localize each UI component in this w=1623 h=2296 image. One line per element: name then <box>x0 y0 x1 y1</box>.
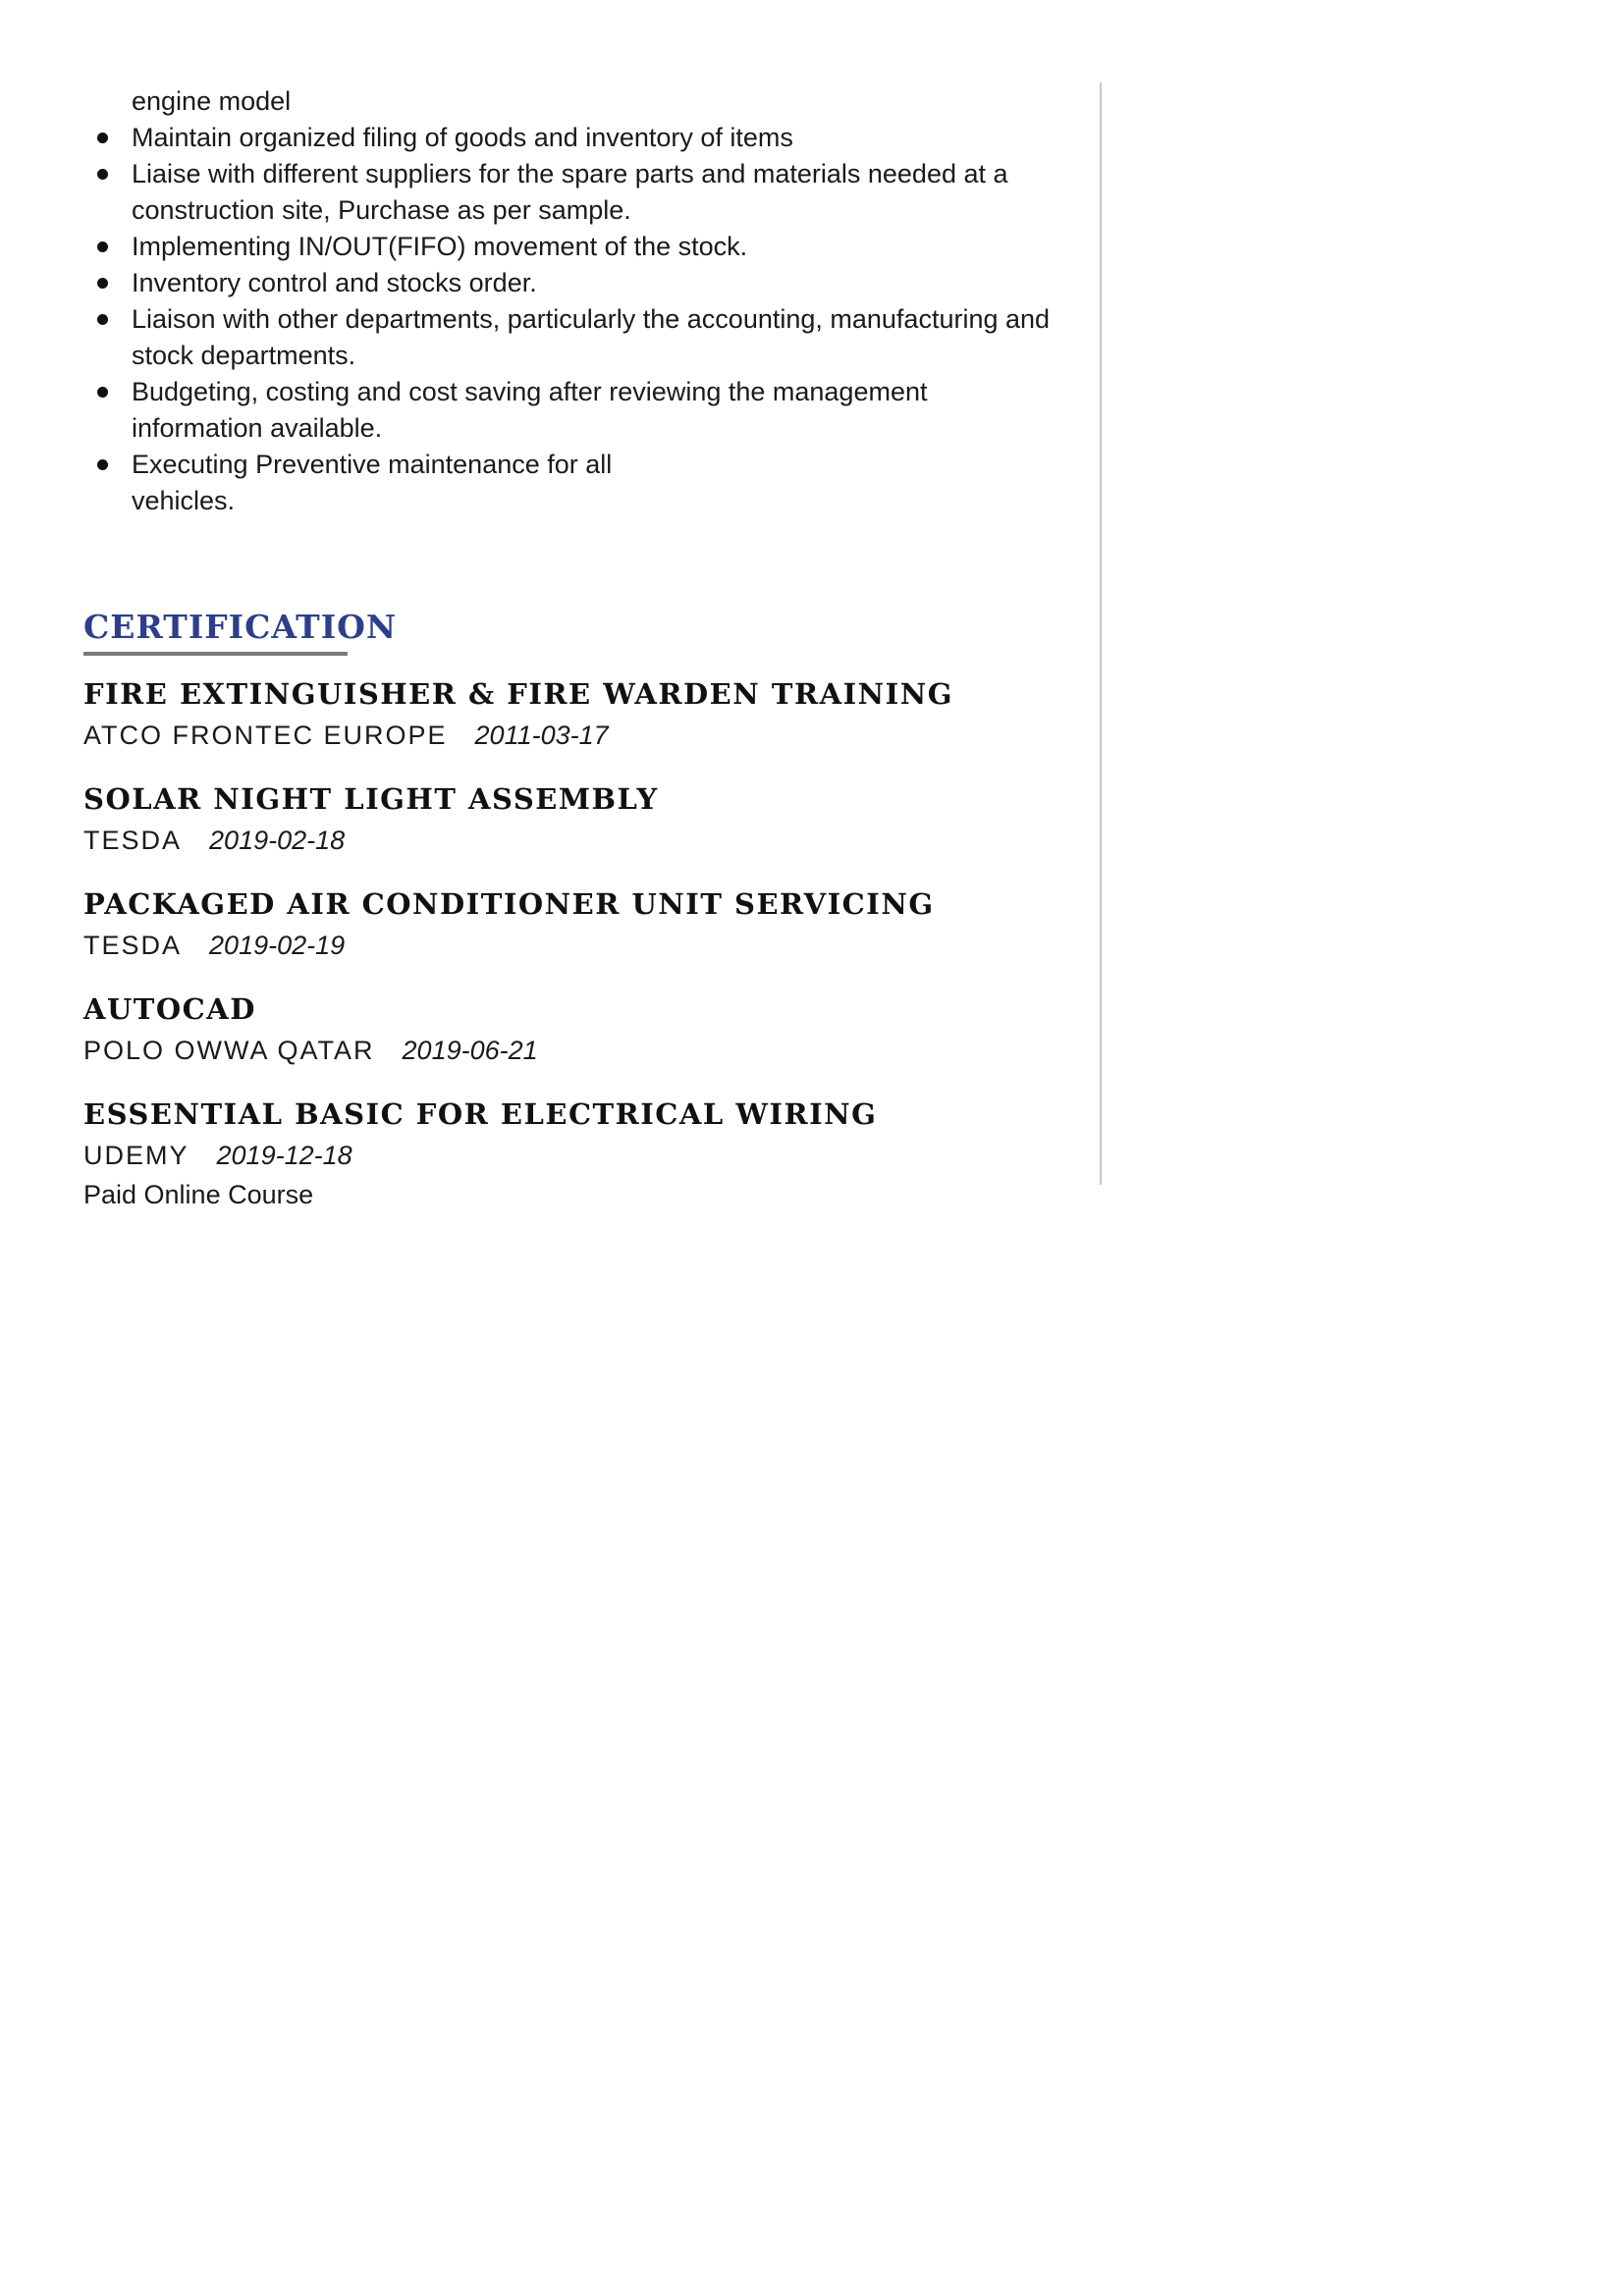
certification-meta <box>83 925 1065 966</box>
certification-meta <box>83 1135 1065 1176</box>
experience-continuation-line: engine model <box>132 86 292 116</box>
section-title-certification: CERTIFICATION <box>83 608 398 646</box>
certification-issuer: POLO OWWA QATAR <box>83 1036 375 1065</box>
bullet-icon <box>97 133 108 143</box>
bullet-text: Maintain organized filing of goods and inventory of items <box>132 123 793 152</box>
certification-issuer: UDEMY <box>83 1141 189 1170</box>
certification-item <box>83 1094 1065 1213</box>
certification-name: FIRE EXTINGUISHER & FIRE WARDEN TRAINING <box>83 677 953 711</box>
bullet-text: Budgeting, costing and cost saving after reviewing the management information available. <box>132 377 928 443</box>
certification-item <box>83 883 1065 966</box>
certification-date: 2019-12-18 <box>216 1141 352 1170</box>
certification-meta <box>83 1030 1065 1071</box>
experience-bullet-list <box>83 120 1065 519</box>
bullet-text: Liaison with other departments, particularly the accounting, manufacturing and stock departments. <box>132 304 1051 370</box>
list-item <box>83 447 681 519</box>
certification-date: 2011-03-17 <box>474 721 609 750</box>
certification-name: AUTOCAD <box>83 992 256 1026</box>
list-item <box>83 120 1065 156</box>
bullet-text: Liaise with different suppliers for the spare parts and materials needed at a construction site, Purchase as per sample. <box>132 159 1008 225</box>
certification-item <box>83 778 1065 861</box>
certification-issuer: TESDA <box>83 931 183 960</box>
certification-name: ESSENTIAL BASIC FOR ELECTRICAL WIRING <box>83 1097 878 1131</box>
bullet-text: Inventory control and stocks order. <box>132 268 537 297</box>
certification-date: 2019-02-19 <box>209 931 346 960</box>
certification-item <box>83 988 1065 1071</box>
bullet-icon <box>97 241 108 252</box>
certification-meta <box>83 715 1065 756</box>
certification-issuer: TESDA <box>83 826 183 855</box>
bullet-icon <box>97 459 108 470</box>
section-underline <box>83 652 348 656</box>
list-item <box>83 301 1065 374</box>
bullet-icon <box>97 314 108 325</box>
certification-meta <box>83 820 1065 861</box>
bullet-icon <box>97 387 108 398</box>
certification-name: SOLAR NIGHT LIGHT ASSEMBLY <box>83 782 659 816</box>
list-item <box>83 229 1065 265</box>
bullet-text: Executing Preventive maintenance for all vehicles. <box>132 450 613 515</box>
certification-issuer: ATCO FRONTEC EUROPE <box>83 721 448 750</box>
bullet-icon <box>97 278 108 289</box>
list-item <box>83 374 1065 447</box>
column-divider <box>1100 82 1102 1185</box>
certification-date: 2019-02-18 <box>209 826 346 855</box>
certification-item <box>83 673 1065 756</box>
certification-date: 2019-06-21 <box>402 1036 538 1065</box>
bullet-icon <box>97 169 108 180</box>
certification-note: Paid Online Course <box>83 1180 314 1209</box>
list-item <box>83 156 1065 229</box>
certification-name: PACKAGED AIR CONDITIONER UNIT SERVICING <box>83 887 935 921</box>
bullet-text: Implementing IN/OUT(FIFO) movement of the stock. <box>132 232 748 261</box>
list-item <box>83 265 1065 301</box>
